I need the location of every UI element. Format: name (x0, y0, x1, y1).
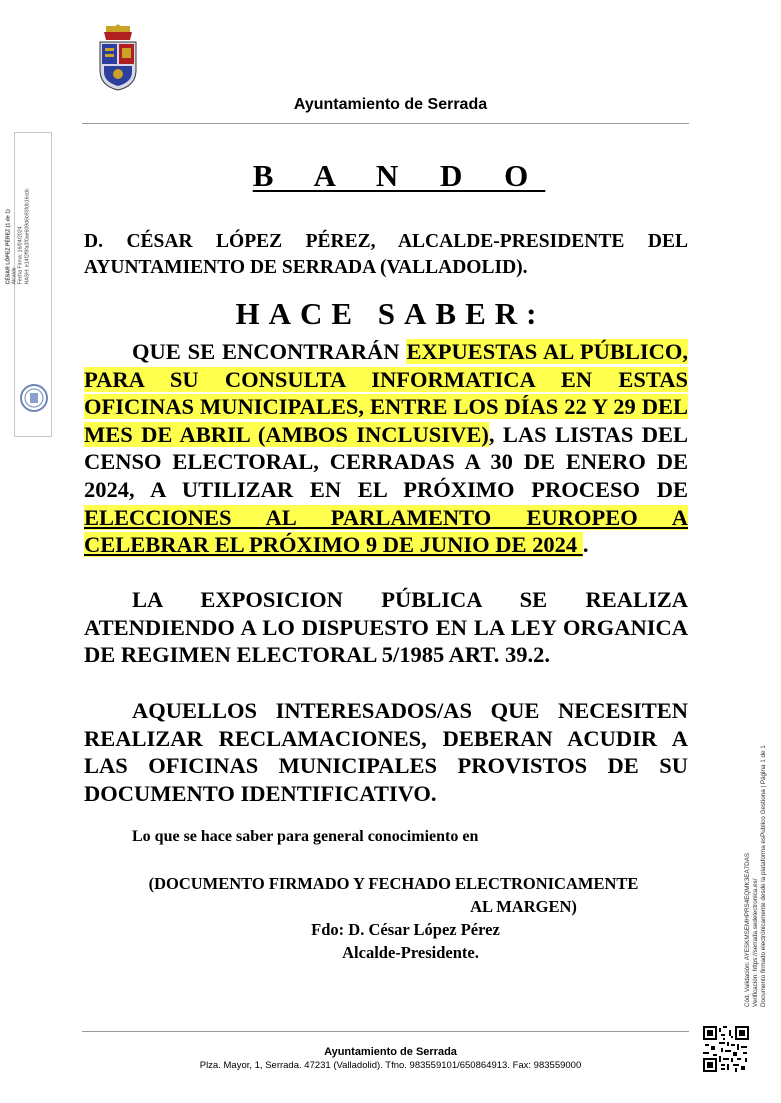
closing-line: Lo que se hace saber para general conocimiento en (132, 828, 479, 845)
signature-stamp-line: Alcalde (11, 267, 18, 285)
paragraph-exposure (84, 338, 688, 559)
p1-text-c: , LAS LISTAS DEL CENSO ELECTORAL, CERRADAS A 30 DE ENERO DE 2024, A UTILIZAR EN EL PRÓXIMO PROCESO DE (84, 421, 688, 502)
footer-name: Ayuntamiento de Serrada (324, 1046, 457, 1058)
qr-code-icon (703, 1026, 749, 1072)
municipal-seal-icon (19, 383, 49, 413)
footer-address: Plza. Mayor, 1, Serrada. 47231 (Valladolid). Tfno. 983559101/650864913. Fax: 983559000 (199, 1060, 582, 1071)
p1-text-a: QUE SE ENCONTRARÁN (132, 339, 407, 364)
validation-line: Cód. Validación: AYESKMSEMHPRS4EQMK3EA7DAS (744, 852, 751, 1007)
signature-line: Fdo: D. César López Pérez (311, 920, 500, 939)
signature-stamp-line: CÉSAR LÓPEZ PÉREZ (1 de 1) (5, 209, 12, 285)
signature-line: AL MARGEN) (470, 897, 577, 916)
paragraph-law (84, 586, 688, 669)
p1-highlight-dates: EXPUESTAS AL PÚBLICO, PARA SU CONSULTA INFORMATICA EN ESTAS OFICINAS MUNICIPALES, ENTRE LOS DÍAS 22 Y 29 DEL MES DE ABRIL (AMBOS INCLUSIVE) (84, 339, 688, 447)
p1-text-e: . (582, 532, 589, 558)
signature-stamp-line: Fecha Firma: 16/04/2024 (18, 226, 24, 285)
document-heading: B A N D O (252, 158, 546, 193)
intro-paragraph: D. CÉSAR LÓPEZ PÉREZ, ALCALDE-PRESIDENTE DEL AYUNTAMIENTO DE SERRADA (VALLADOLID). (84, 231, 688, 278)
p1-highlight-elections: ELECCIONES AL PARLAMENTO EUROPEO A CELEBRAR EL PRÓXIMO 9 DE JUNIO DE 2024 (84, 504, 688, 558)
signature-stamp-text (6, 4, 31, 284)
validation-line: Documento firmado electrónicamente desde la plataforma esPublico Gestiona | Página 1 de 1 (760, 745, 767, 1007)
signature-line: Alcalde-Presidente. (342, 943, 479, 962)
p2-text: LA EXPOSICION PÚBLICA SE REALIZA ATENDIENDO A LO DISPUESTO EN LA LEY ORGANICA DE REGIMEN ELECTORAL 5/1985 ART. 39.2. (84, 587, 688, 668)
signature-stamp-line: HASH: e14f2f9fa3f0ae609d6b93fdb16cdc (24, 188, 31, 285)
validation-stamp (744, 717, 768, 1007)
header-title: Ayuntamiento de Serrada (293, 96, 488, 113)
validation-line: Verificación: https://serrada.sedelectronica.es/ (752, 878, 759, 1007)
footer-divider (82, 1031, 689, 1032)
paragraph-claims (84, 697, 688, 807)
coat-of-arms-icon (96, 24, 140, 92)
signature-block (96, 872, 691, 964)
signature-line: (DOCUMENTO FIRMADO Y FECHADO ELECTRONICAMENTE (148, 874, 639, 893)
p3-text: AQUELLOS INTERESADOS/AS QUE NECESITEN REALIZAR RECLAMACIONES, DEBERAN ACUDIR A LAS OFICINAS MUNICIPALES PROVISTOS DE SU DOCUMENTO IDENTIFICATIVO. (84, 698, 688, 806)
header-divider (82, 123, 689, 124)
hace-saber-heading: HACE SABER: (235, 296, 546, 331)
